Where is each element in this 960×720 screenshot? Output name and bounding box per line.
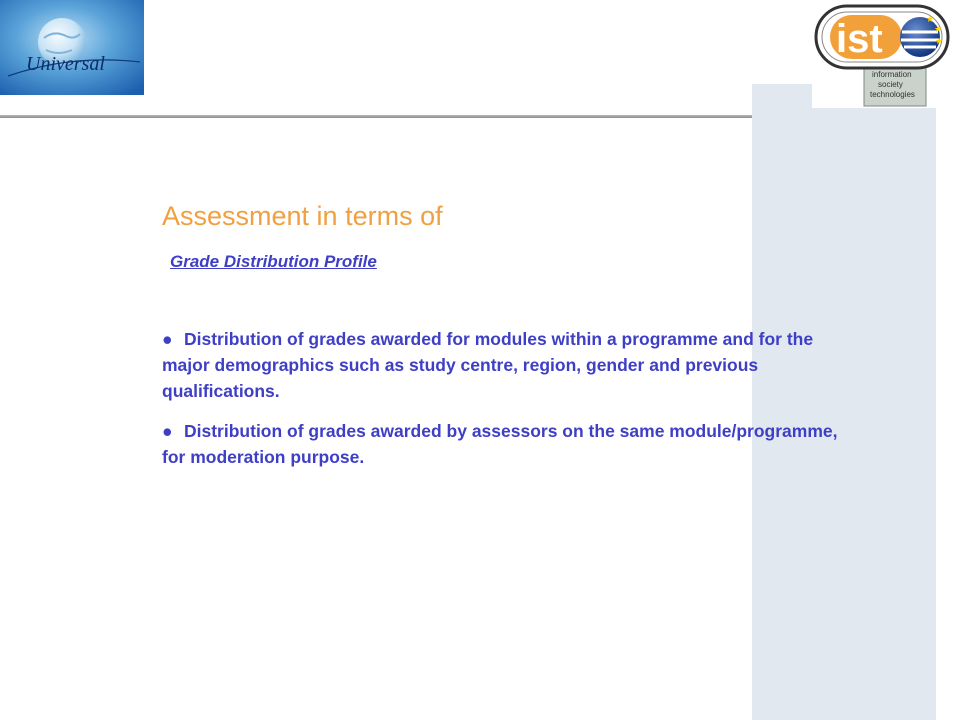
ist-caption-line-1: information xyxy=(872,70,912,79)
universal-logo-image xyxy=(0,0,144,95)
ist-caption-line-2: society xyxy=(878,80,903,89)
bullet-item xyxy=(162,418,852,470)
bullet-text: Distribution of grades awarded for modules within a programme and for the major demographics such as study centre, region, gender and previous qualifications. xyxy=(162,329,814,401)
universal-logo xyxy=(0,0,144,95)
bullet-item xyxy=(162,326,852,404)
ist-logo xyxy=(812,2,960,108)
ist-logo-text: ist xyxy=(836,17,883,61)
svg-text:★: ★ xyxy=(935,37,944,47)
bullet-dot-icon: ● xyxy=(162,329,173,349)
header-divider xyxy=(0,115,752,118)
svg-text:★: ★ xyxy=(926,15,935,25)
bullet-list xyxy=(162,326,852,484)
bullet-text: Distribution of grades awarded by assessors on the same module/programme, for moderation purpose. xyxy=(162,421,838,467)
slide-subheading: Grade Distribution Profile xyxy=(170,252,377,271)
ist-logo-image xyxy=(812,2,960,108)
slide-heading: Assessment in terms of xyxy=(162,201,443,231)
bullet-dot-icon: ● xyxy=(162,421,173,441)
universal-logo-text: Universal xyxy=(26,53,105,75)
svg-text:★: ★ xyxy=(934,25,943,35)
ist-caption-line-3: technologies xyxy=(870,90,915,99)
